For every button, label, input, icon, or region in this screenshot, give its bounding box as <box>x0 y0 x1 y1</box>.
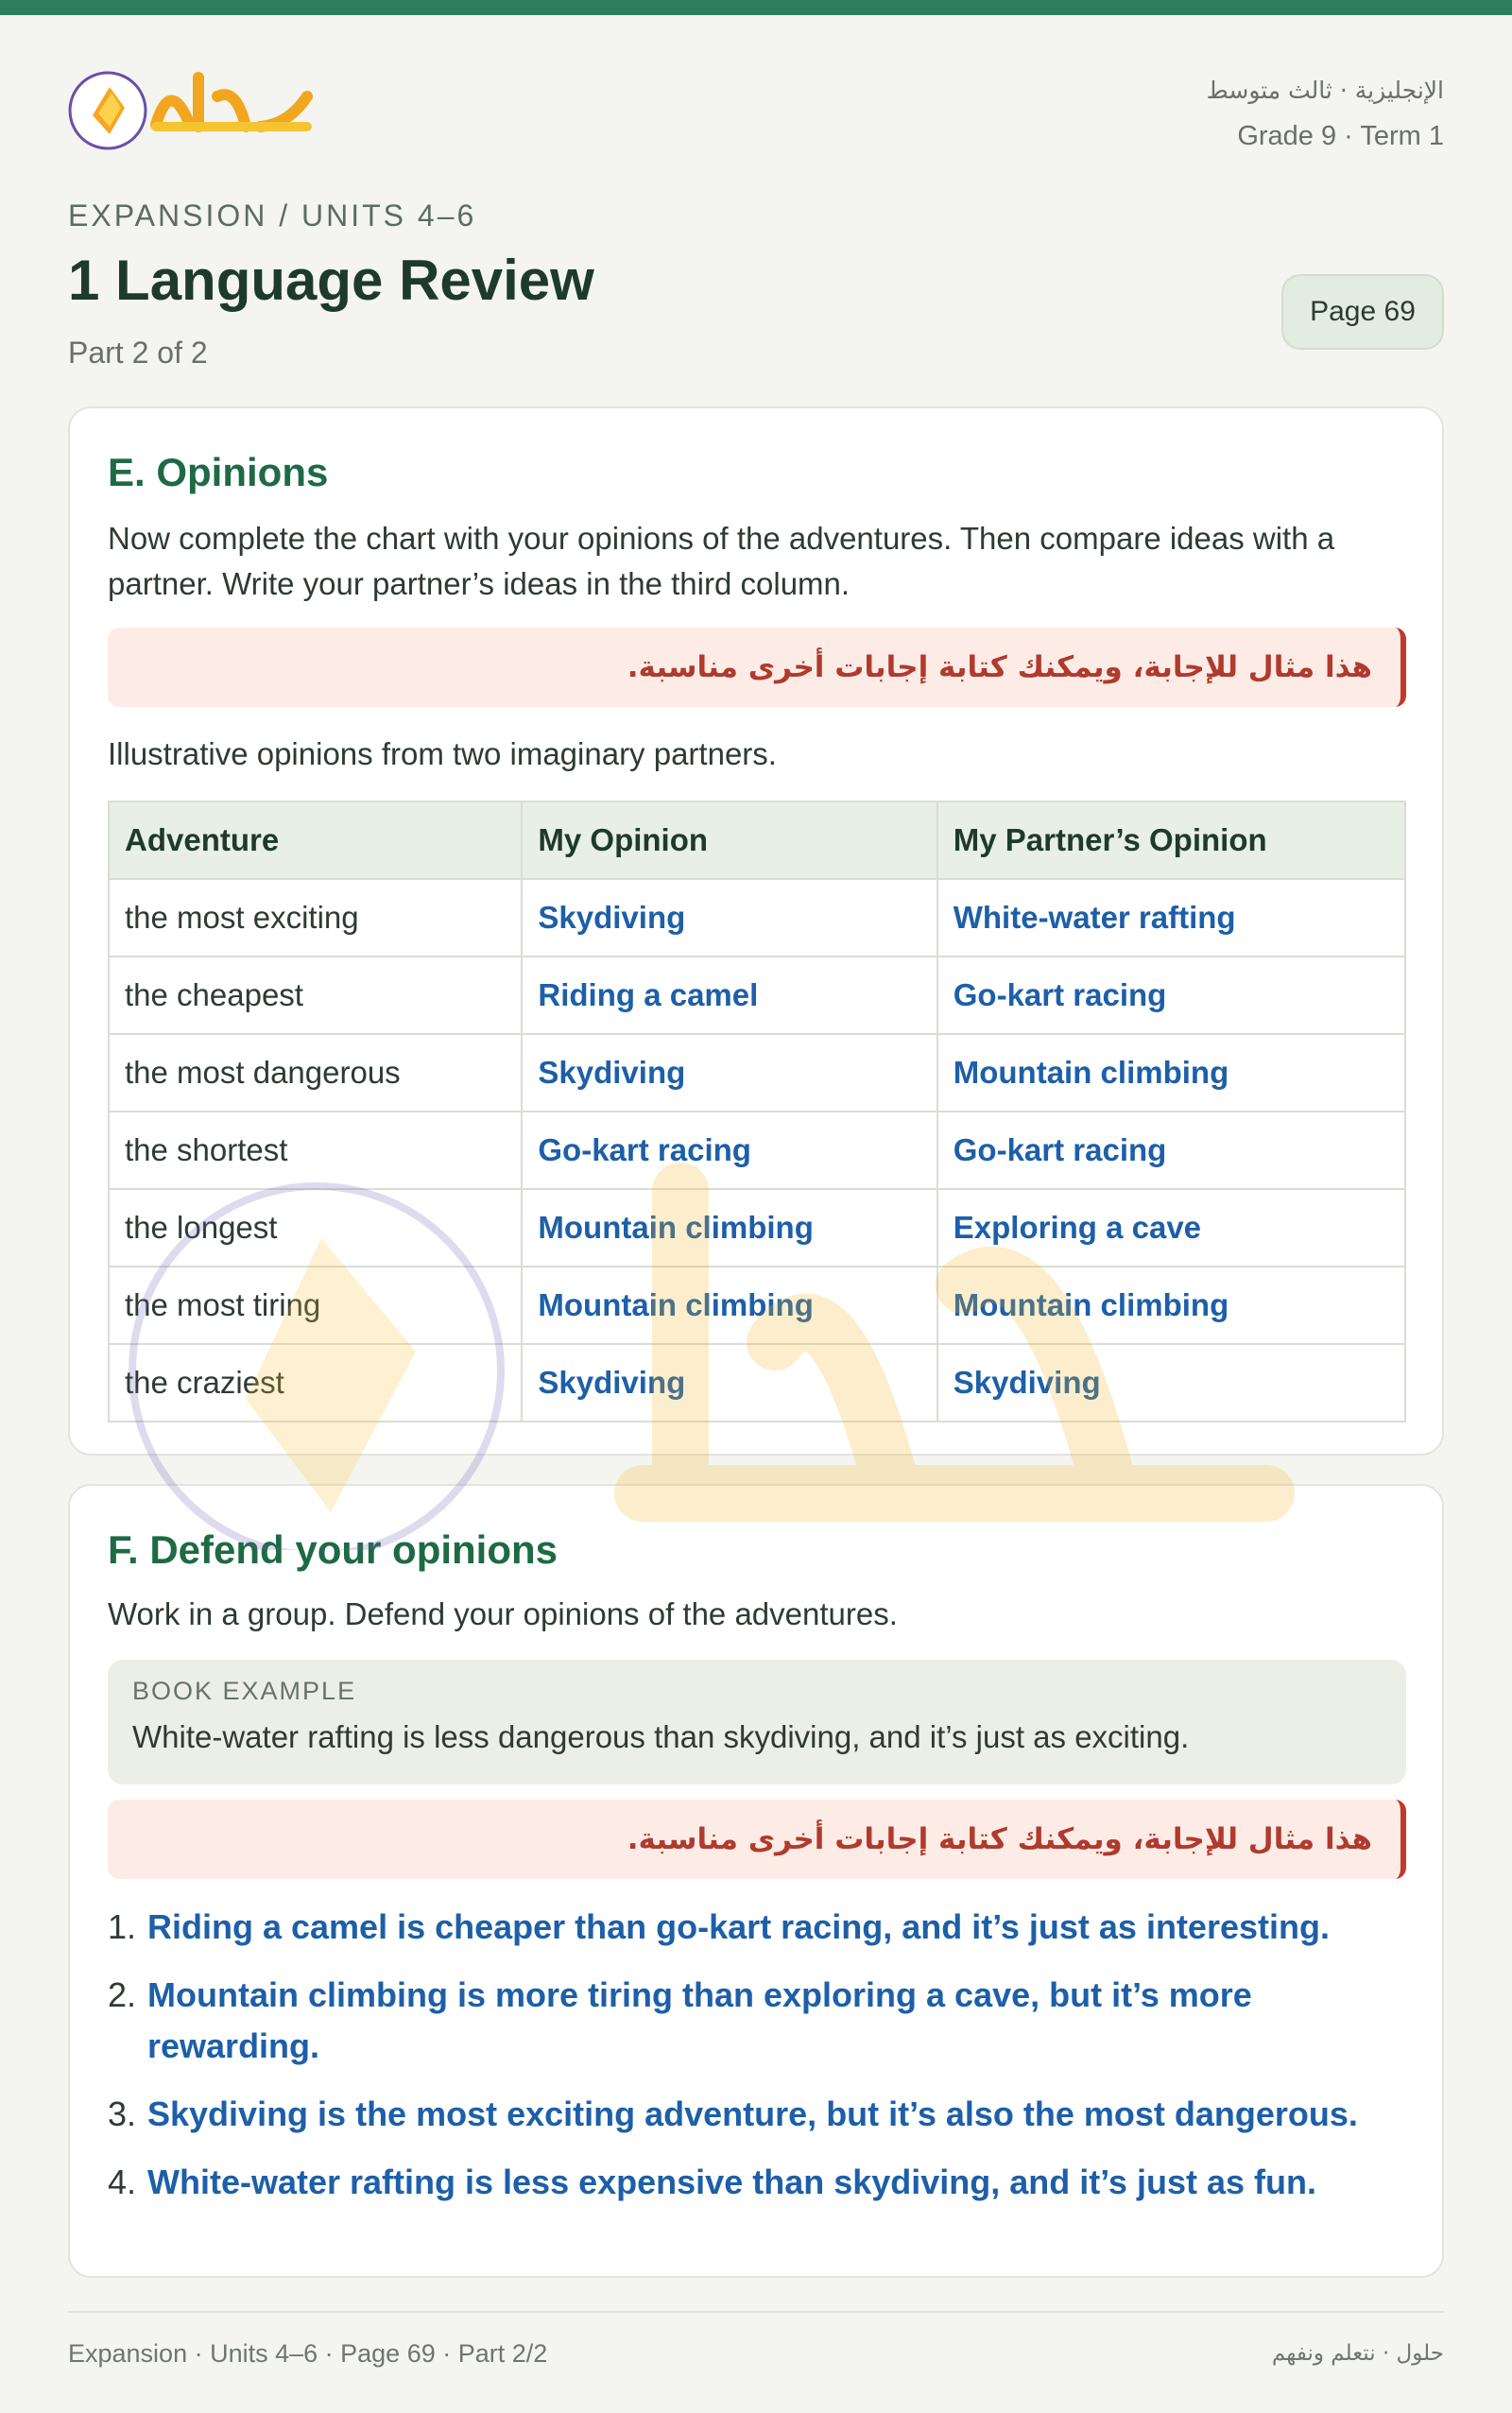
list-item <box>108 1902 1421 1953</box>
answer-text: Mountain climbing is more tiring than exploring a cave, but it’s more rewarding. <box>147 1975 1252 2065</box>
list-item <box>108 1970 1421 2072</box>
adventure-cell: the craziest <box>109 1344 522 1422</box>
my-opinion-cell: Skydiving <box>522 1344 936 1422</box>
section-f-card <box>68 1484 1444 2278</box>
adventure-cell: the most tiring <box>109 1267 522 1344</box>
section-f-heading: F. Defend your opinions <box>108 1527 558 1572</box>
section-e-heading: E. Opinions <box>108 450 329 494</box>
partner-opinion-cell: White-water rafting <box>937 879 1405 957</box>
answer-text: Riding a camel is cheaper than go-kart racing, and it’s just as interesting. <box>147 1907 1330 1946</box>
column-header-my-opinion: My Opinion <box>522 801 936 879</box>
table-row <box>109 1344 1405 1422</box>
partner-opinion-cell: Mountain climbing <box>937 1267 1405 1344</box>
answer-list <box>108 1902 1421 2225</box>
helwan-logo <box>66 59 321 163</box>
top-accent-bar <box>0 0 1512 15</box>
my-opinion-cell: Mountain climbing <box>522 1267 936 1344</box>
table-row <box>109 957 1405 1034</box>
partner-opinion-cell: Go-kart racing <box>937 1112 1405 1189</box>
opinions-table <box>108 801 1406 1422</box>
my-opinion-cell: Mountain climbing <box>522 1189 936 1267</box>
page-badge: Page 69 <box>1281 274 1444 350</box>
section-f-arabic-note: هذا مثال للإجابة، ويمكنك كتابة إجابات أخرى مناسبة. <box>108 1800 1406 1879</box>
meta-arabic: الإنجليزية · ثالث متوسط <box>1206 77 1444 104</box>
partner-opinion-cell: Exploring a cave <box>937 1189 1405 1267</box>
book-example-label: BOOK EXAMPLE <box>132 1677 357 1705</box>
section-e-intro: Illustrative opinions from two imaginary partners. <box>108 736 777 771</box>
table-row <box>109 1267 1405 1344</box>
answer-number: 1. <box>108 1907 137 1946</box>
column-header-partner-opinion: My Partner’s Opinion <box>937 801 1405 879</box>
partner-opinion-cell: Mountain climbing <box>937 1034 1405 1112</box>
adventure-cell: the most exciting <box>109 879 522 957</box>
section-f-instruction: Work in a group. Defend your opinions of the adventures. <box>108 1596 898 1631</box>
adventure-cell: the shortest <box>109 1112 522 1189</box>
answer-number: 2. <box>108 1975 137 2014</box>
book-example-box <box>108 1660 1406 1784</box>
page-title: 1 Language Review <box>68 249 594 312</box>
adventure-cell: the cheapest <box>109 957 522 1034</box>
list-item <box>108 2089 1421 2140</box>
answer-number: 3. <box>108 2094 137 2133</box>
footer-left: Expansion · Units 4–6 · Page 69 · Part 2/2 <box>68 2339 548 2368</box>
adventure-cell: the most dangerous <box>109 1034 522 1112</box>
my-opinion-cell: Riding a camel <box>522 957 936 1034</box>
page-subtitle: Part 2 of 2 <box>68 336 208 370</box>
partner-opinion-cell: Skydiving <box>937 1344 1405 1422</box>
meta-grade: Grade 9 · Term 1 <box>1237 121 1444 151</box>
table-row <box>109 1112 1405 1189</box>
table-header-row <box>109 801 1405 879</box>
header-meta <box>1207 68 1444 159</box>
footer-right: حلول · نتعلم ونفهم <box>1271 2341 1444 2366</box>
answer-number: 4. <box>108 2163 137 2201</box>
footer-divider <box>68 2311 1444 2313</box>
answer-text: White-water rafting is less expensive than skydiving, and it’s just as fun. <box>147 2163 1316 2201</box>
my-opinion-cell: Skydiving <box>522 1034 936 1112</box>
table-row <box>109 1189 1405 1267</box>
answer-text: Skydiving is the most exciting adventure, but it’s also the most dangerous. <box>147 2094 1358 2133</box>
table-row <box>109 1034 1405 1112</box>
section-e-instruction: Now complete the chart with your opinions of the adventures. Then compare ideas with a partner. Write your partner’s ideas in the third column. <box>108 521 1335 601</box>
column-header-adventure: Adventure <box>109 801 522 879</box>
list-item <box>108 2157 1421 2208</box>
section-e-arabic-note: هذا مثال للإجابة، ويمكنك كتابة إجابات أخرى مناسبة. <box>108 628 1406 707</box>
my-opinion-cell: Go-kart racing <box>522 1112 936 1189</box>
partner-opinion-cell: Go-kart racing <box>937 957 1405 1034</box>
adventure-cell: the longest <box>109 1189 522 1267</box>
kicker: EXPANSION / UNITS 4–6 <box>68 198 477 233</box>
book-example-text: White-water rafting is less dangerous than skydiving, and it’s just as exciting. <box>132 1719 1190 1754</box>
my-opinion-cell: Skydiving <box>522 879 936 957</box>
section-e-card <box>68 406 1444 1456</box>
table-row <box>109 879 1405 957</box>
